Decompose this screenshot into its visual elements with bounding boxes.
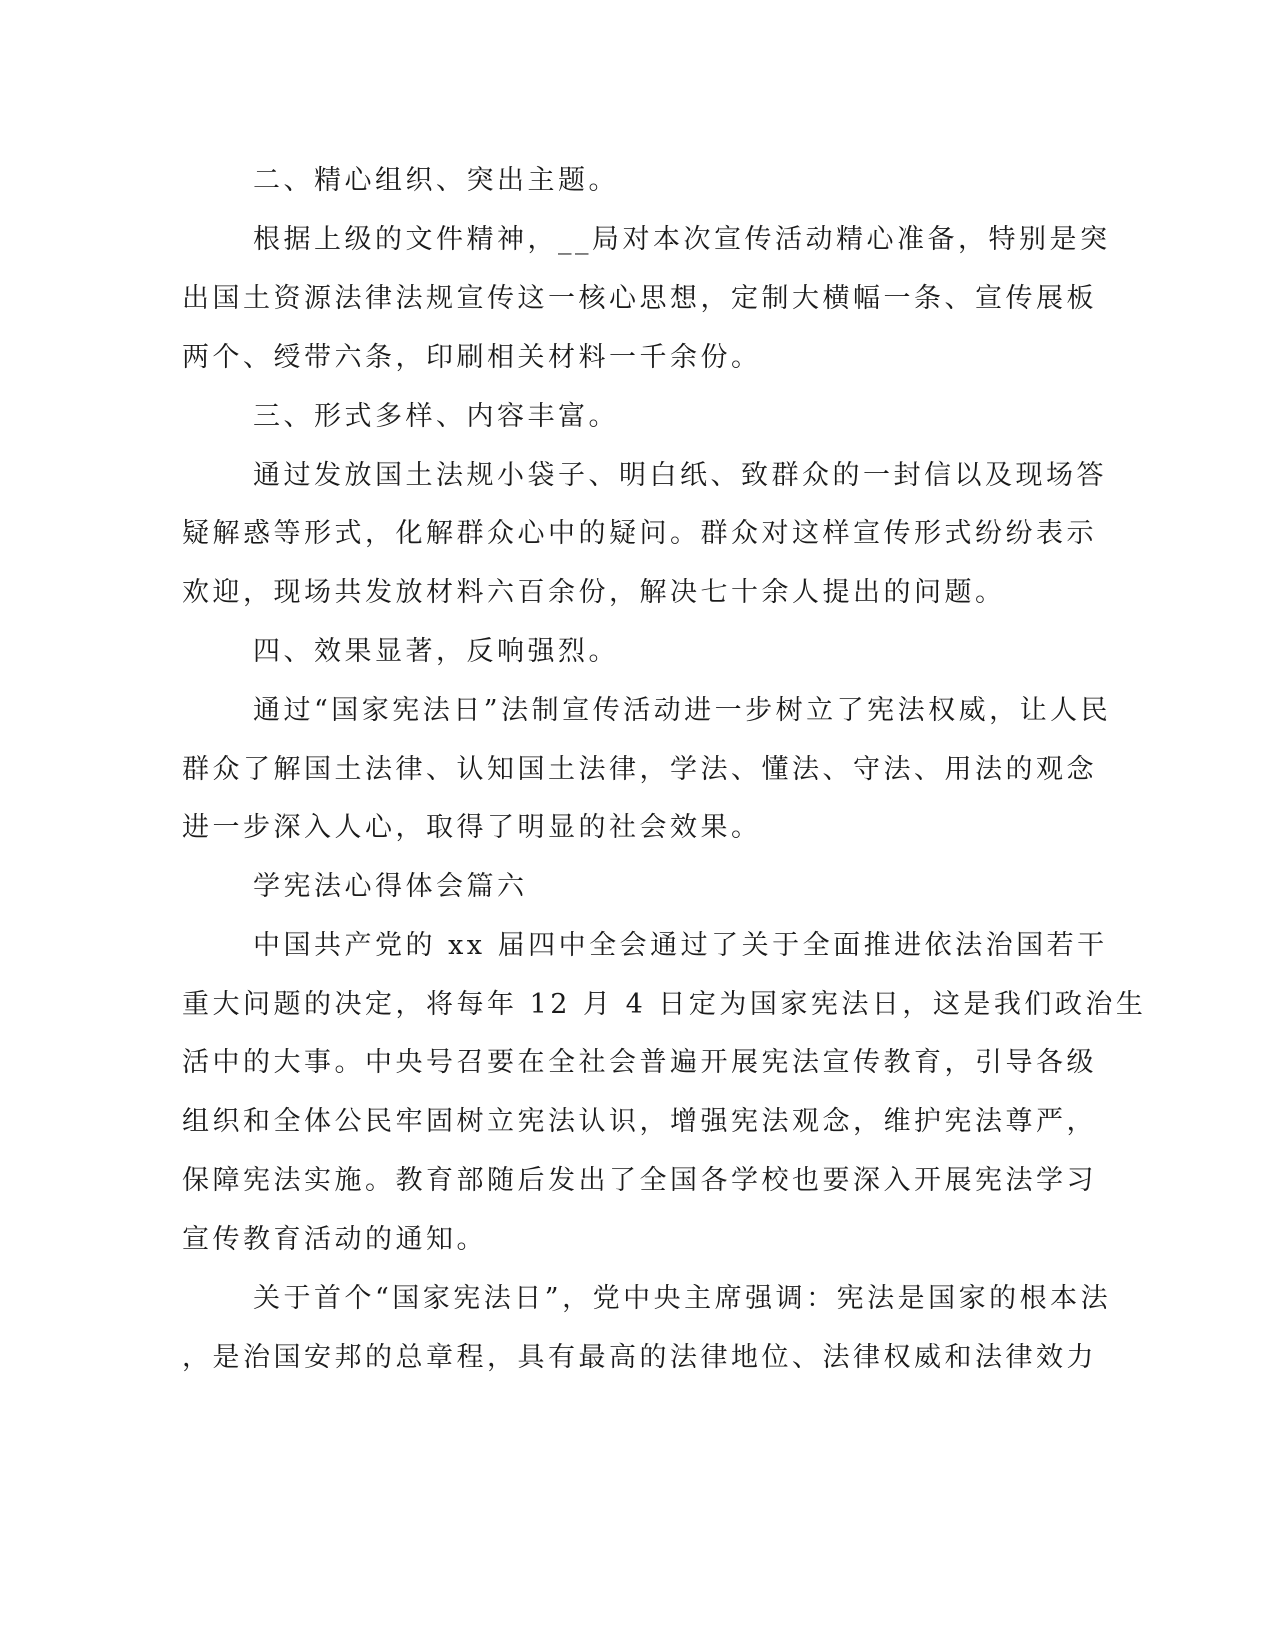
section-heading-3: 三、形式多样、内容丰富。 — [253, 401, 619, 432]
paragraph-line: 通过发放国土法规小袋子、明白纸、致群众的一封信以及现场答 — [253, 460, 1107, 491]
paragraph-line: 通过“国家宪法日”法制宣传活动进一步树立了宪法权威，让人民 — [253, 695, 1112, 726]
paragraph-line: 重大问题的决定，将每年 12 月 4 日定为国家宪法日，这是我们政治生 — [182, 989, 1147, 1020]
paragraph-line: 欢迎，现场共发放材料六百余份，解决七十余人提出的问题。 — [182, 577, 1006, 608]
paragraph-line: 保障宪法实施。教育部随后发出了全国各学校也要深入开展宪法学习 — [182, 1165, 1097, 1196]
paragraph-line: 进一步深入人心，取得了明显的社会效果。 — [182, 812, 762, 843]
paragraph-line: 出国土资源法律法规宣传这一核心思想，定制大横幅一条、宣传展板 — [182, 283, 1097, 314]
paragraph-line: ，是治国安邦的总章程，具有最高的法律地位、法律权威和法律效力 — [182, 1342, 1097, 1373]
paragraph-line: 根据上级的文件精神，__局对本次宣传活动精心准备，特别是突 — [253, 224, 1111, 255]
paragraph-line: 宣传教育活动的通知。 — [182, 1224, 487, 1255]
section-heading-4: 四、效果显著，反响强烈。 — [253, 636, 619, 667]
paragraph-line: 两个、绶带六条，印刷相关材料一千余份。 — [182, 342, 762, 373]
section-heading-2: 二、精心组织、突出主题。 — [253, 165, 619, 196]
paragraph-line: 群众了解国土法律、认知国土法律，学法、懂法、守法、用法的观念 — [182, 754, 1097, 785]
paragraph-line: 组织和全体公民牢固树立宪法认识，增强宪法观念，维护宪法尊严， — [182, 1106, 1097, 1137]
paragraph-line: 关于首个“国家宪法日”，党中央主席强调：宪法是国家的根本法 — [253, 1283, 1112, 1314]
article-title: 学宪法心得体会篇六 — [253, 871, 528, 902]
paragraph-line: 疑解惑等形式，化解群众心中的疑问。群众对这样宣传形式纷纷表示 — [182, 518, 1097, 549]
paragraph-line: 中国共产党的 xx 届四中全会通过了关于全面推进依法治国若干 — [253, 930, 1108, 961]
paragraph-line: 活中的大事。中央号召要在全社会普遍开展宪法宣传教育，引导各级 — [182, 1047, 1097, 1078]
